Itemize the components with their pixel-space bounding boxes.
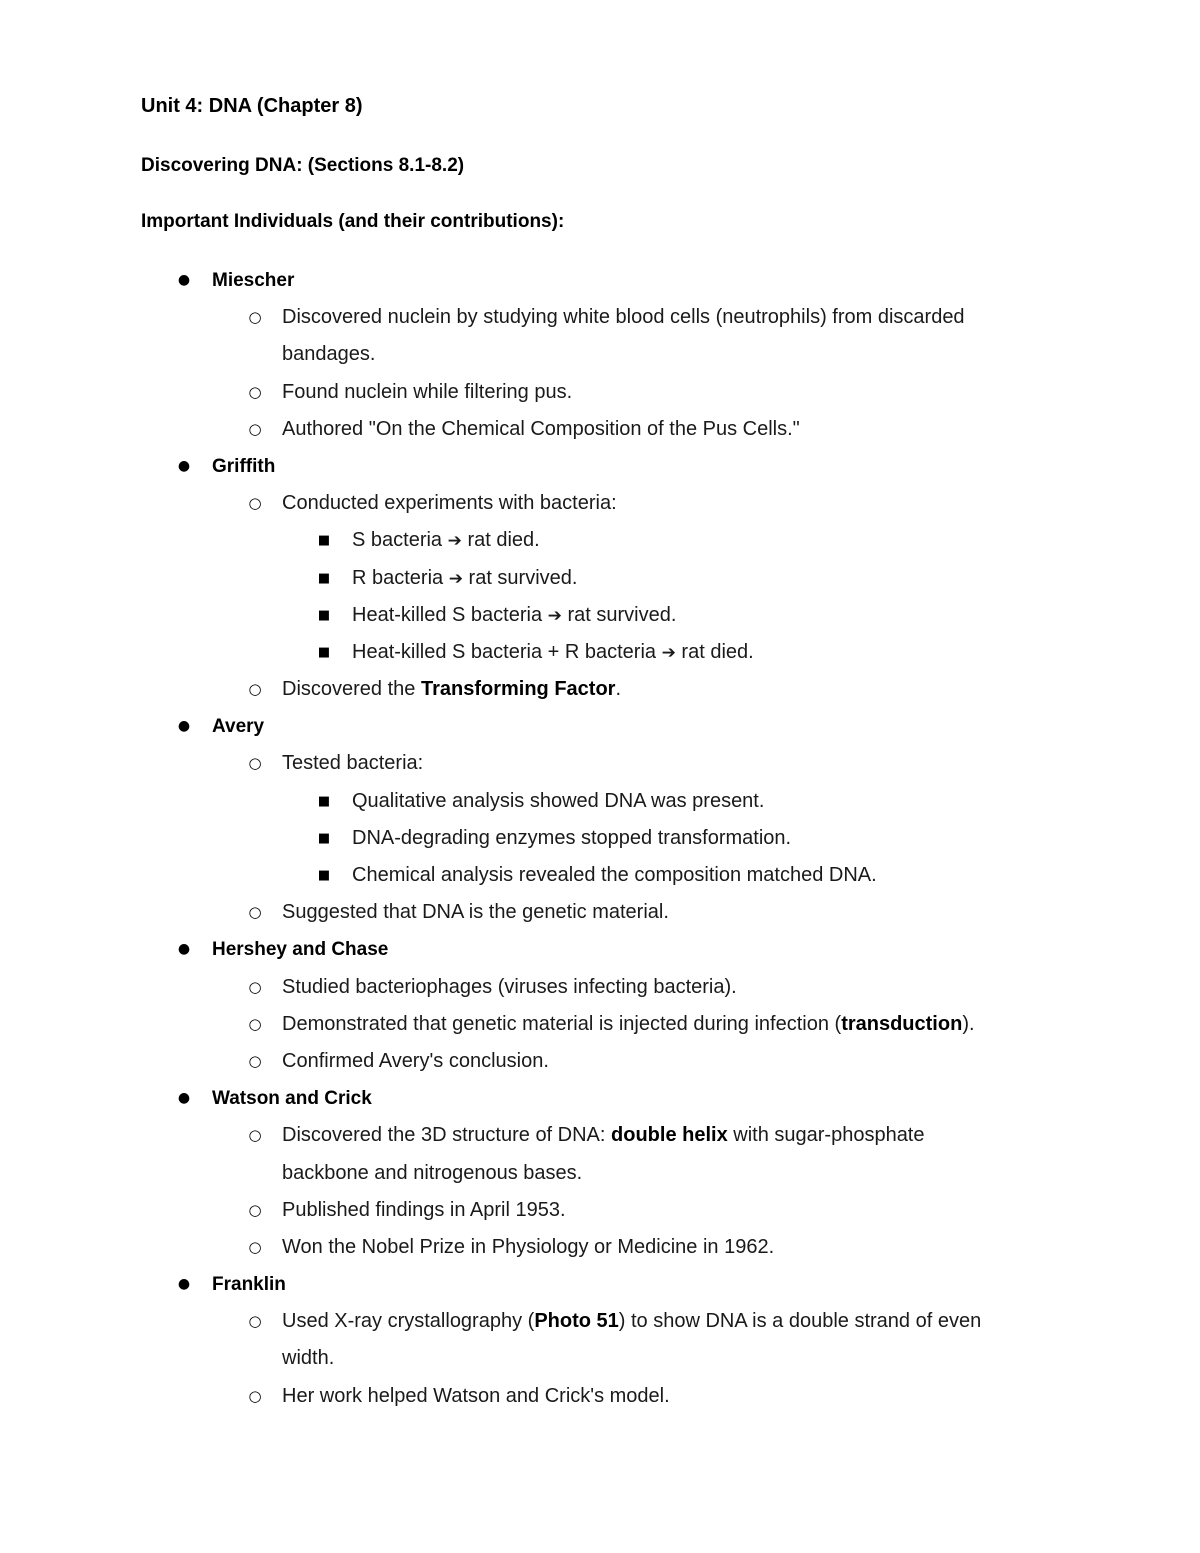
list-item xyxy=(0,485,1200,522)
list-item xyxy=(0,671,1200,708)
hollow-bullet-icon: ○ xyxy=(248,1386,262,1405)
list-item xyxy=(0,374,1200,411)
contribution-text: Authored "On the Chemical Composition of the Pus Cells." xyxy=(282,417,800,440)
square-bullet-icon: ■ xyxy=(317,570,331,586)
list-item xyxy=(0,1303,1200,1340)
list-item xyxy=(0,1006,1200,1043)
experiment-text xyxy=(352,560,577,598)
square-bullet-icon: ■ xyxy=(317,607,331,623)
list-item xyxy=(0,969,1200,1006)
person-name: Hershey and Chase xyxy=(212,939,389,961)
hollow-bullet-icon: ○ xyxy=(248,754,262,773)
filled-bullet-icon: ● xyxy=(177,1090,191,1107)
hollow-bullet-icon: ○ xyxy=(248,1237,262,1256)
person-name: Franklin xyxy=(212,1274,286,1296)
plain-text: with sugar-phosphate xyxy=(727,1124,925,1147)
hollow-bullet-icon: ○ xyxy=(248,977,262,996)
list-item-continuation xyxy=(0,1340,1200,1377)
plain-text: Used X-ray crystallography ( xyxy=(282,1310,535,1333)
experiment-condition: Heat-killed S bacteria + R bacteria xyxy=(352,640,657,663)
contribution-text: Conducted experiments with bacteria: xyxy=(282,492,617,515)
contribution-text: Suggested that DNA is the genetic material. xyxy=(282,901,669,924)
sub-item xyxy=(0,820,1200,857)
plain-text: . xyxy=(615,678,622,701)
list-item-continuation xyxy=(0,1155,1200,1192)
section-heading: Discovering DNA: (Sections 8.1-8.2) xyxy=(141,155,465,176)
sub-item-text: Chemical analysis revealed the composition matched DNA. xyxy=(352,864,877,886)
person-item-griffith xyxy=(0,448,1200,485)
list-item xyxy=(0,1192,1200,1229)
hollow-bullet-icon: ○ xyxy=(248,1312,262,1331)
contribution-text: Discovered nuclein by studying white blood cells (neutrophils) from discarded xyxy=(282,306,965,329)
contribution-text: Published findings in April 1953. xyxy=(282,1198,566,1221)
list-item xyxy=(0,299,1200,336)
experiment-condition: Heat-killed S bacteria xyxy=(352,603,543,626)
filled-bullet-icon: ● xyxy=(177,1276,191,1293)
sub-item-text: DNA-degrading enzymes stopped transformation. xyxy=(352,826,792,849)
list-item xyxy=(0,1229,1200,1266)
hollow-bullet-icon: ○ xyxy=(248,419,262,438)
bold-term: Photo 51 xyxy=(534,1310,619,1333)
square-bullet-icon: ■ xyxy=(317,793,331,809)
person-item-franklin xyxy=(0,1266,1200,1303)
person-name: Griffith xyxy=(212,455,276,477)
contribution-text: Confirmed Avery's conclusion. xyxy=(282,1049,549,1072)
experiment-condition: S bacteria xyxy=(352,529,443,552)
experiment-text xyxy=(352,522,540,560)
experiment-item xyxy=(0,597,1200,634)
hollow-bullet-icon: ○ xyxy=(248,1200,262,1219)
person-name: Miescher xyxy=(212,270,295,291)
experiment-text xyxy=(352,597,676,635)
page-title: Unit 4: DNA (Chapter 8) xyxy=(141,95,363,117)
sub-item xyxy=(0,857,1200,894)
sub-item-text: Qualitative analysis showed DNA was present. xyxy=(352,789,765,812)
list-item xyxy=(0,1117,1200,1154)
list-item xyxy=(0,411,1200,448)
person-item-watson-crick xyxy=(0,1080,1200,1117)
experiment-item xyxy=(0,522,1200,559)
list-item-continuation xyxy=(0,336,1200,373)
contribution-text: Tested bacteria: xyxy=(282,752,424,775)
contribution-text: Studied bacteriophages (viruses infecting bacteria). xyxy=(282,975,737,998)
experiment-result: rat survived. xyxy=(468,566,578,589)
subheading: Important Individuals (and their contributions): xyxy=(141,211,565,232)
filled-bullet-icon: ● xyxy=(177,941,191,958)
arrow-right-icon: ➔ xyxy=(447,531,462,552)
hollow-bullet-icon: ○ xyxy=(248,494,262,513)
contribution-text xyxy=(282,1303,981,1340)
filled-bullet-icon: ● xyxy=(177,457,191,474)
list-item xyxy=(0,1043,1200,1080)
bold-term: Transforming Factor xyxy=(420,678,616,701)
square-bullet-icon: ■ xyxy=(317,830,331,846)
person-name: Avery xyxy=(212,716,265,738)
square-bullet-icon: ■ xyxy=(317,644,331,660)
list-item xyxy=(0,745,1200,782)
list-item xyxy=(0,1378,1200,1415)
person-item-miescher xyxy=(0,262,1200,299)
person-name: Watson and Crick xyxy=(212,1088,372,1110)
experiment-condition: R bacteria xyxy=(352,566,444,589)
experiment-text xyxy=(352,634,754,672)
sub-item xyxy=(0,783,1200,820)
contribution-text: bandages. xyxy=(282,343,376,366)
contribution-text xyxy=(282,1117,925,1154)
square-bullet-icon: ■ xyxy=(317,533,331,549)
experiment-item xyxy=(0,560,1200,597)
contribution-text: Won the Nobel Prize in Physiology or Medicine in 1962. xyxy=(282,1235,775,1258)
arrow-right-icon: ➔ xyxy=(448,568,463,589)
experiment-result: rat died. xyxy=(467,529,540,552)
plain-text: Discovered the xyxy=(282,678,421,701)
plain-text: ). xyxy=(962,1012,975,1035)
experiment-result: rat survived. xyxy=(567,603,677,626)
arrow-right-icon: ➔ xyxy=(661,642,676,663)
experiment-result: rat died. xyxy=(681,640,754,663)
contribution-text: Found nuclein while filtering pus. xyxy=(282,380,573,403)
hollow-bullet-icon: ○ xyxy=(248,382,262,401)
contribution-text: Her work helped Watson and Crick's model. xyxy=(282,1384,670,1407)
list-item xyxy=(0,894,1200,931)
arrow-right-icon: ➔ xyxy=(547,605,562,626)
contribution-text xyxy=(282,671,621,708)
bold-term: double helix xyxy=(611,1124,728,1147)
experiment-item xyxy=(0,634,1200,671)
filled-bullet-icon: ● xyxy=(177,718,191,735)
hollow-bullet-icon: ○ xyxy=(248,903,262,922)
contribution-text xyxy=(282,1006,975,1043)
plain-text: Demonstrated that genetic material is injected during infection ( xyxy=(282,1012,842,1035)
square-bullet-icon: ■ xyxy=(317,868,331,883)
person-item-hershey-chase xyxy=(0,931,1200,968)
contribution-text: backbone and nitrogenous bases. xyxy=(282,1161,583,1184)
plain-text: ) to show DNA is a double strand of even xyxy=(618,1310,982,1333)
hollow-bullet-icon: ○ xyxy=(248,1014,262,1033)
hollow-bullet-icon: ○ xyxy=(248,1051,262,1070)
hollow-bullet-icon: ○ xyxy=(248,1126,262,1145)
filled-bullet-icon: ● xyxy=(177,272,191,288)
hollow-bullet-icon: ○ xyxy=(248,680,262,699)
hollow-bullet-icon: ○ xyxy=(248,308,262,327)
plain-text: Discovered the 3D structure of DNA: xyxy=(282,1124,612,1147)
contribution-text: width. xyxy=(282,1347,335,1370)
person-item-avery xyxy=(0,708,1200,745)
bold-term: transduction xyxy=(841,1012,963,1035)
outline-list xyxy=(0,262,1200,1415)
